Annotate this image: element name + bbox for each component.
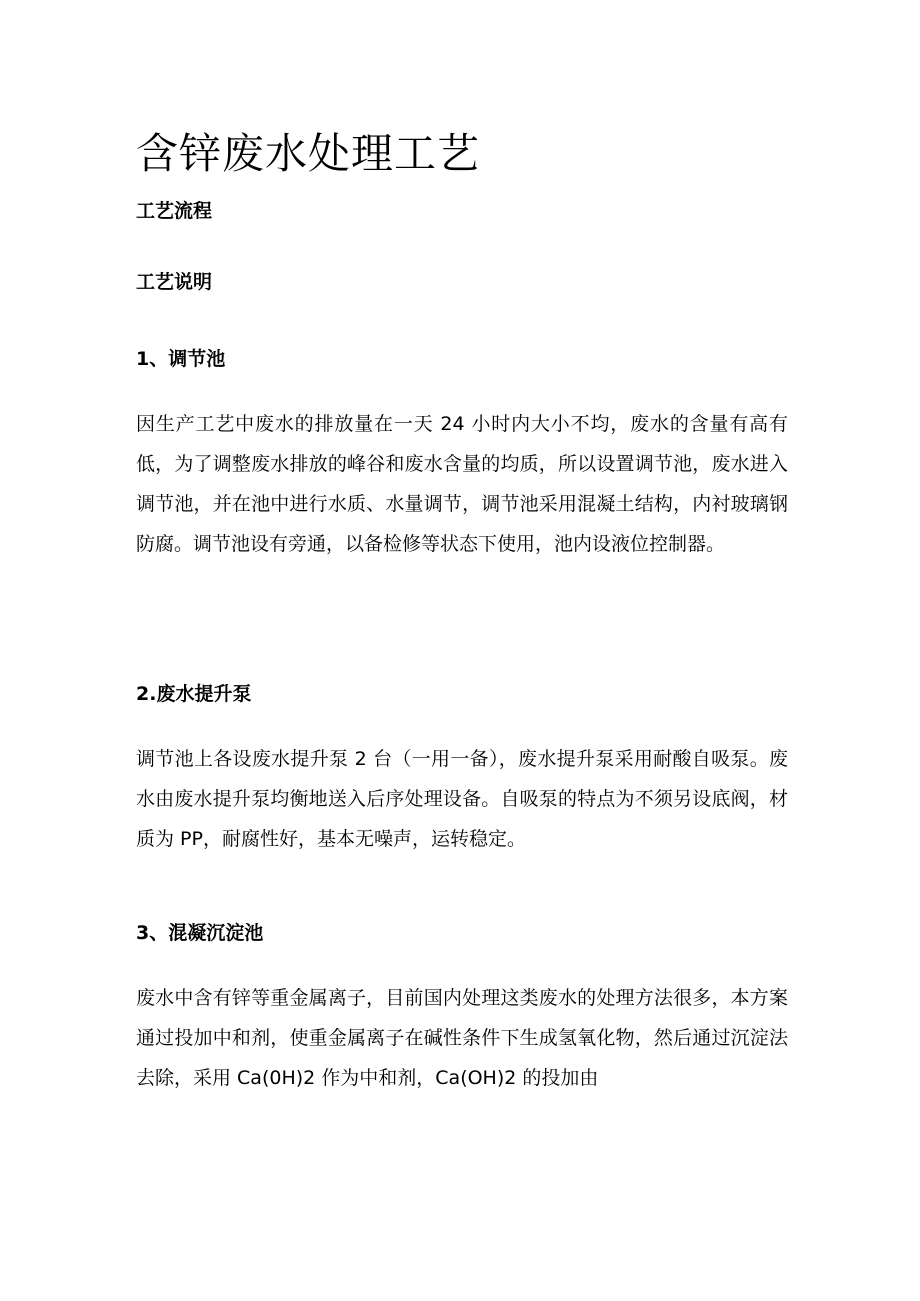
section-heading-process-flow: 工艺流程 xyxy=(136,200,213,222)
section-heading-process-description: 工艺说明 xyxy=(136,271,213,293)
item-heading-coagulation-tank: 3、混凝沉淀池 xyxy=(136,922,264,944)
item-heading-lift-pump: 2.废水提升泵 xyxy=(136,683,252,705)
document-title: 含锌废水处理工艺 xyxy=(136,129,481,178)
paragraph-lift-pump: 调节池上各设废水提升泵 2 台（一用一备），废水提升泵采用耐酸自吸泵。废水由废水提升泵均衡地送入后序处理设备。自吸泵的特点为不须另设底阀，材质为 PP，耐腐性好，基本无噪声，运转稳定。 xyxy=(136,748,788,850)
paragraph-regulating-tank: 因生产工艺中废水的排放量在一天 24 小时内大小不均，废水的含量有高有低，为了调整废水排放的峰谷和废水含量的均质，所以设置调节池，废水进入调节池，并在池中进行水质、水量调节，调节池采用混凝土结构，内衬玻璃钢防腐。调节池设有旁通，以备检修等状态下使用，池内设液位控制器。 xyxy=(136,413,788,555)
paragraph-coagulation-tank: 废水中含有锌等重金属离子，目前国内处理这类废水的处理方法很多，本方案通过投加中和剂，使重金属离子在碱性条件下生成氢氧化物，然后通过沉淀法去除，采用 Ca(0H)2 作为中和剂，Ca(OH)2 的投加由 xyxy=(136,987,788,1089)
item-heading-regulating-tank: 1、调节池 xyxy=(136,348,226,370)
